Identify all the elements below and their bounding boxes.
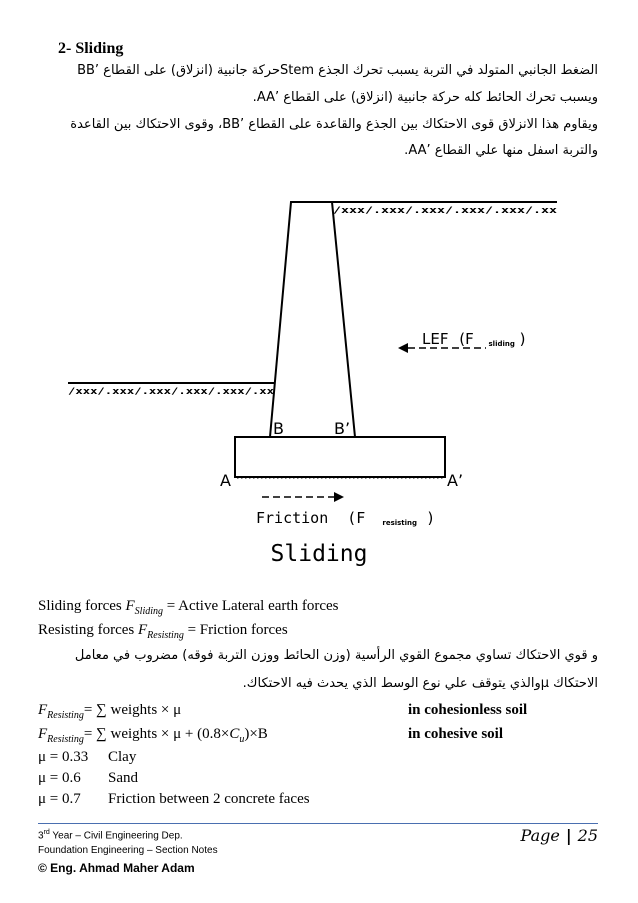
friction-label: Friction (F resisting ) xyxy=(256,509,436,527)
resisting-forces-line: Resisting forces $F_{Resisting}$ = Friction forces xyxy=(38,622,288,641)
footer-year-dept: 3rd Year – Civil Engineering Dep. xyxy=(38,829,183,842)
label-a-prime: A’ xyxy=(447,471,464,490)
equation-cohesive: $F_{Resisting}=$ ∑ weights × $\mu + (0.8\times C_u)\times B$ in cohesive soil xyxy=(38,726,504,745)
wall-stem xyxy=(270,202,355,437)
lef-label: LEF (F sliding ) xyxy=(422,330,526,348)
front-hatch: /xxx/.xxx/.xxx/.xxx/.xxx/.xx xyxy=(68,387,275,397)
wall-base xyxy=(235,437,445,477)
footer-course: Foundation Engineering – Section Notes xyxy=(38,845,218,856)
mu-row-concrete: μ = 0.7 Friction between 2 concrete faces xyxy=(38,791,310,807)
base-contact-strip xyxy=(237,476,443,480)
backfill-hatch: /xxx/.xxx/.xxx/.xxx/.xxx/.xx xyxy=(333,206,558,216)
note-cohesive: in cohesive soil xyxy=(408,726,504,742)
label-a: A xyxy=(220,471,231,490)
sliding-forces-line: Sliding forces $F_{Sliding}$ = Active Lateral earth forces xyxy=(38,598,339,617)
arabic-intro-line-1: الضغط الجانبي المتولد في التربة يسبب تحرك الجذع Stemحركة جانبية (انزلاق) على القطاع ’BB xyxy=(77,63,598,78)
arabic-intro-line-4: والتربة اسفل منها علي القطاع ’AA. xyxy=(404,143,598,158)
mu-row-clay: μ = 0.33 Clay xyxy=(38,749,137,765)
arabic-friction-line-2: الاحتكاك μوالذي يتوقف علي نوع الوسط الذي يحدث فيه الاحتكاك. xyxy=(242,676,598,691)
label-b: B xyxy=(273,419,284,438)
equation-cohesionless: $F_{Resisting}=$ ∑ weights × μ in cohesionless soil xyxy=(38,702,528,721)
page-number: Page | 25 xyxy=(520,826,598,845)
figure-caption: Sliding xyxy=(270,541,368,567)
note-cohesionless: in cohesionless soil xyxy=(408,702,528,718)
friction-arrowhead xyxy=(334,492,344,502)
mu-row-sand: μ = 0.6 Sand xyxy=(38,770,138,786)
section-title: 2- Sliding xyxy=(58,40,124,57)
label-b-prime: B’ xyxy=(334,419,351,438)
arabic-friction-line-1: و قوي الاحتكاك تساوي مجموع القوي الرأسية (وزن الحائط ووزن التربة فوقه) مضروب في معامل xyxy=(74,648,598,663)
footer-author: © Eng. Ahmad Maher Adam xyxy=(38,861,195,875)
arabic-intro-line-3: ويقاوم هذا الانزلاق قوى الاحتكاك بين الجذع والقاعدة على القطاع ’BB، وقوى الاحتكاك بين القاعدة xyxy=(70,117,598,132)
lef-arrowhead xyxy=(398,343,408,353)
sliding-diagram xyxy=(0,180,638,580)
arabic-intro-line-2: ويسبب تحرك الحائط كله حركة جانبية (انزلاق) على القطاع ’AA. xyxy=(252,90,598,105)
footer-divider xyxy=(38,823,598,824)
